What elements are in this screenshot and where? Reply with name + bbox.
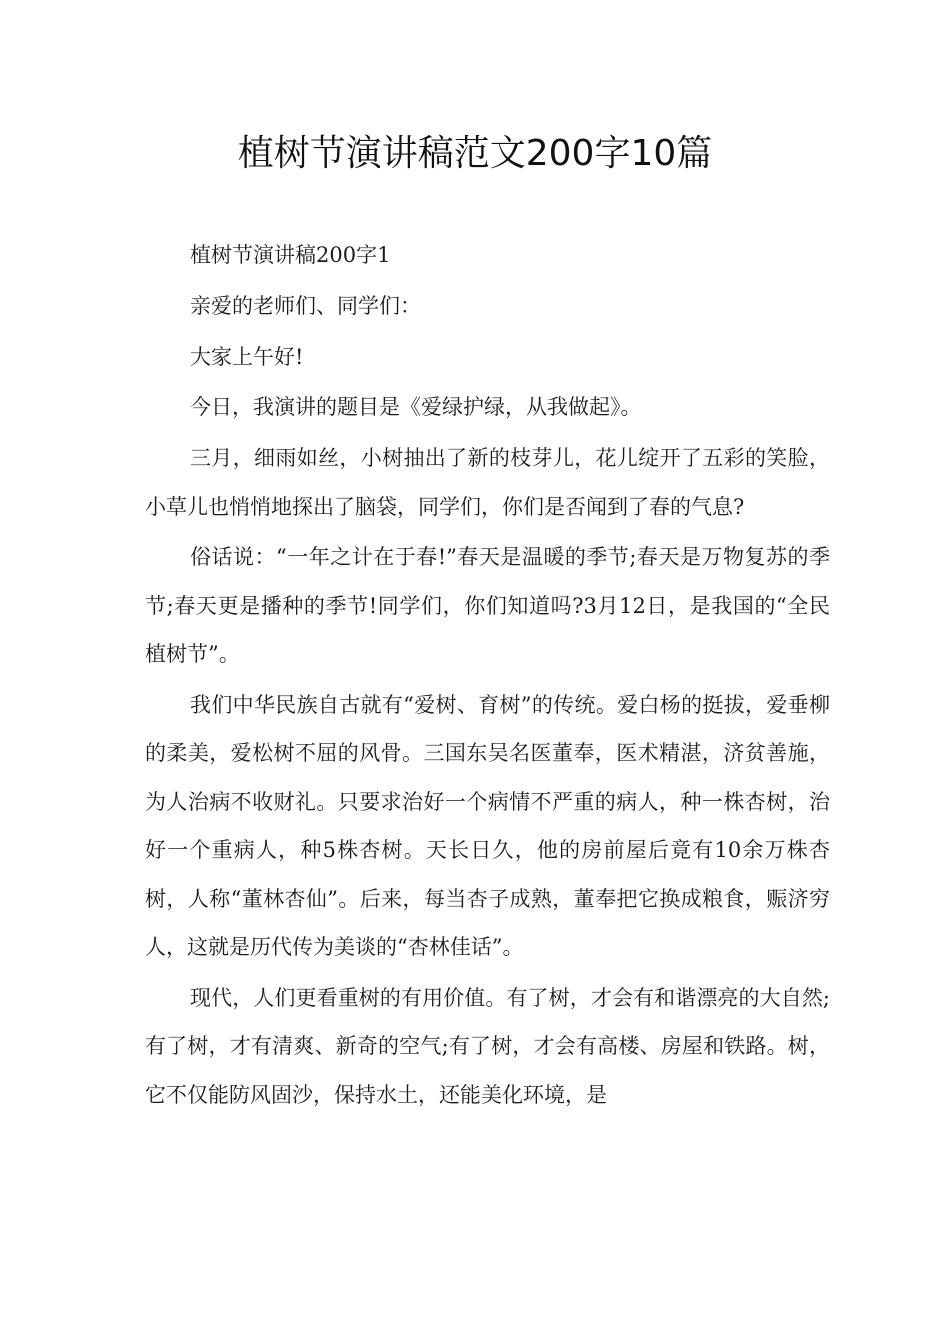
paragraph-topic: 今日，我演讲的题目是《爱绿护绿，从我做起》。: [190, 395, 642, 420]
document-body: [145, 231, 830, 1121]
paragraph-speech-heading: 植树节演讲稿200字1: [190, 243, 391, 267]
paragraph-spring: 三月，细雨如丝，小树抽出了新的枝芽儿，花儿绽开了五彩的笑脸，小草儿也悄悄地探出了脑袋，同学们，你们是否闻到了春的气息?: [145, 446, 830, 519]
document-title: 植树节演讲稿范文200字10篇: [237, 133, 713, 174]
paragraph-greeting: 大家上午好!: [190, 344, 304, 369]
paragraph-tradition: 我们中华民族自古就有“爱树、育树”的传统。爱白杨的挺拔，爱垂柳的柔美，爱松树不屈的风骨。三国东吴名医董奉，医术精湛，济贫善施，为人治病不收财礼。只要求治好一个病情不严重的病人，种一株杏树，治好一个重病人，种5株杏树。天长日久，他的房前屋后竟有10余万株杏树，人称“董林杏仙”。后来，每当杏子成熟，董奉把它换成粮食，赈济穷人，这就是历代传为美谈的“杏林佳话”。: [145, 693, 830, 960]
paragraph-arbor-day: 俗话说：“一年之计在于春!”春天是温暖的季节;春天是万物复苏的季节;春天更是播种的季节!同学们，你们知道吗?3月12日，是我国的“全民植树节”。: [145, 545, 830, 667]
paragraph-modern-value: 现代，人们更看重树的有用价值。有了树，才会有和谐漂亮的大自然;有了树，才有清爽、新奇的空气;有了树，才会有高楼、房屋和铁路。树，它不仅能防风固沙，保持水土，还能美化环境，是: [145, 985, 830, 1107]
paragraph-salutation: 亲爱的老师们、同学们：: [190, 293, 421, 318]
